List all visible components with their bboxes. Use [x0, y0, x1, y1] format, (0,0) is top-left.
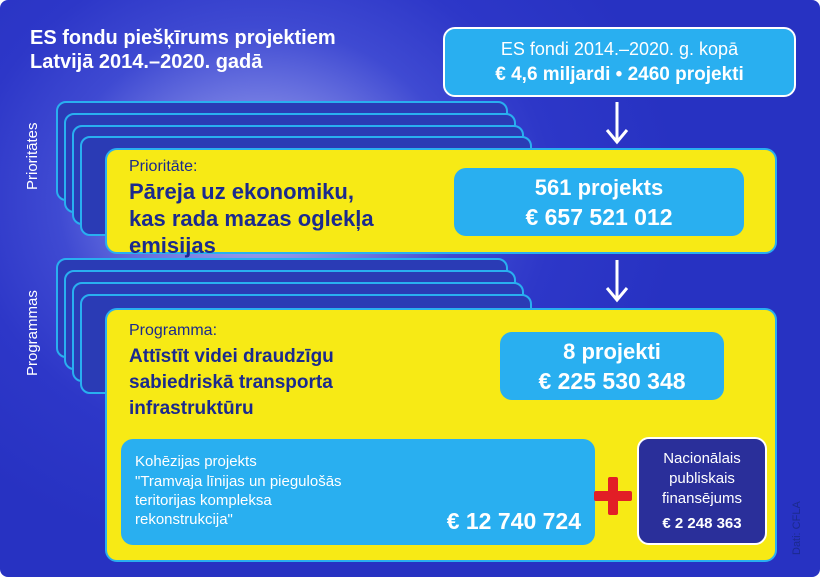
programme-name [129, 344, 334, 422]
data-source: Dati: CFLA [791, 501, 803, 555]
title-line-1: ES fondu piešķīrums projektiem [30, 27, 336, 49]
priority-name-line: kas rada mazas oglekļa [129, 206, 374, 231]
cohesion-name-line: "Tramvaja līnijas un piegulošās [135, 473, 342, 490]
total-funds-label: ES fondi 2014.–2020. g. kopā [500, 39, 739, 59]
programme-projects: 8 projekti [563, 339, 661, 364]
cohesion-project-box [121, 439, 595, 545]
cohesion-name [135, 472, 342, 529]
programme-amount: € 225 530 348 [538, 368, 686, 394]
national-funding-amount: € 2 248 363 [662, 515, 742, 532]
down-arrow-icon [604, 258, 630, 304]
priority-label: Prioritāte: [129, 158, 198, 175]
cohesion-amount: € 12 740 724 [446, 508, 581, 534]
title-line-2: Latvijā 2014.–2020. gadā [30, 51, 263, 73]
programme-stats-box [500, 332, 724, 400]
priority-name-line: emisijas [129, 233, 216, 258]
programme-label: Programma: [129, 322, 218, 339]
cohesion-name-line: rekonstrukcija" [135, 511, 233, 528]
national-funding-box [637, 437, 767, 545]
national-funding-line: publiskais [669, 470, 735, 487]
national-funding-line: Nacionālais [663, 450, 741, 467]
priority-amount: € 657 521 012 [525, 204, 673, 230]
plus-icon [591, 474, 635, 518]
down-arrow-icon [604, 100, 630, 146]
cohesion-label: Kohēzijas projekts [135, 453, 257, 470]
cohesion-name-line: teritorijas kompleksa [135, 492, 272, 509]
infographic-title [30, 26, 336, 74]
programme-name-line: infrastruktūru [129, 398, 254, 419]
programme-name-line: Attīstīt videi draudzīgu [129, 346, 334, 367]
national-funding-line: finansējums [661, 490, 743, 507]
programme-name-line: sabiedriskā transporta [129, 372, 333, 393]
side-label-priorities: Prioritātes [24, 122, 41, 190]
priority-name [129, 178, 374, 259]
priority-name-line: Pāreja uz ekonomiku, [129, 179, 354, 204]
priority-panel [105, 148, 777, 258]
priority-projects: 561 projekts [534, 175, 664, 200]
total-funds-amount: € 4,6 miljardi • 2460 projekti [495, 64, 744, 85]
total-funds-box [443, 27, 796, 97]
side-label-programmes: Programmas [24, 290, 41, 376]
priority-stats-box [454, 168, 744, 236]
